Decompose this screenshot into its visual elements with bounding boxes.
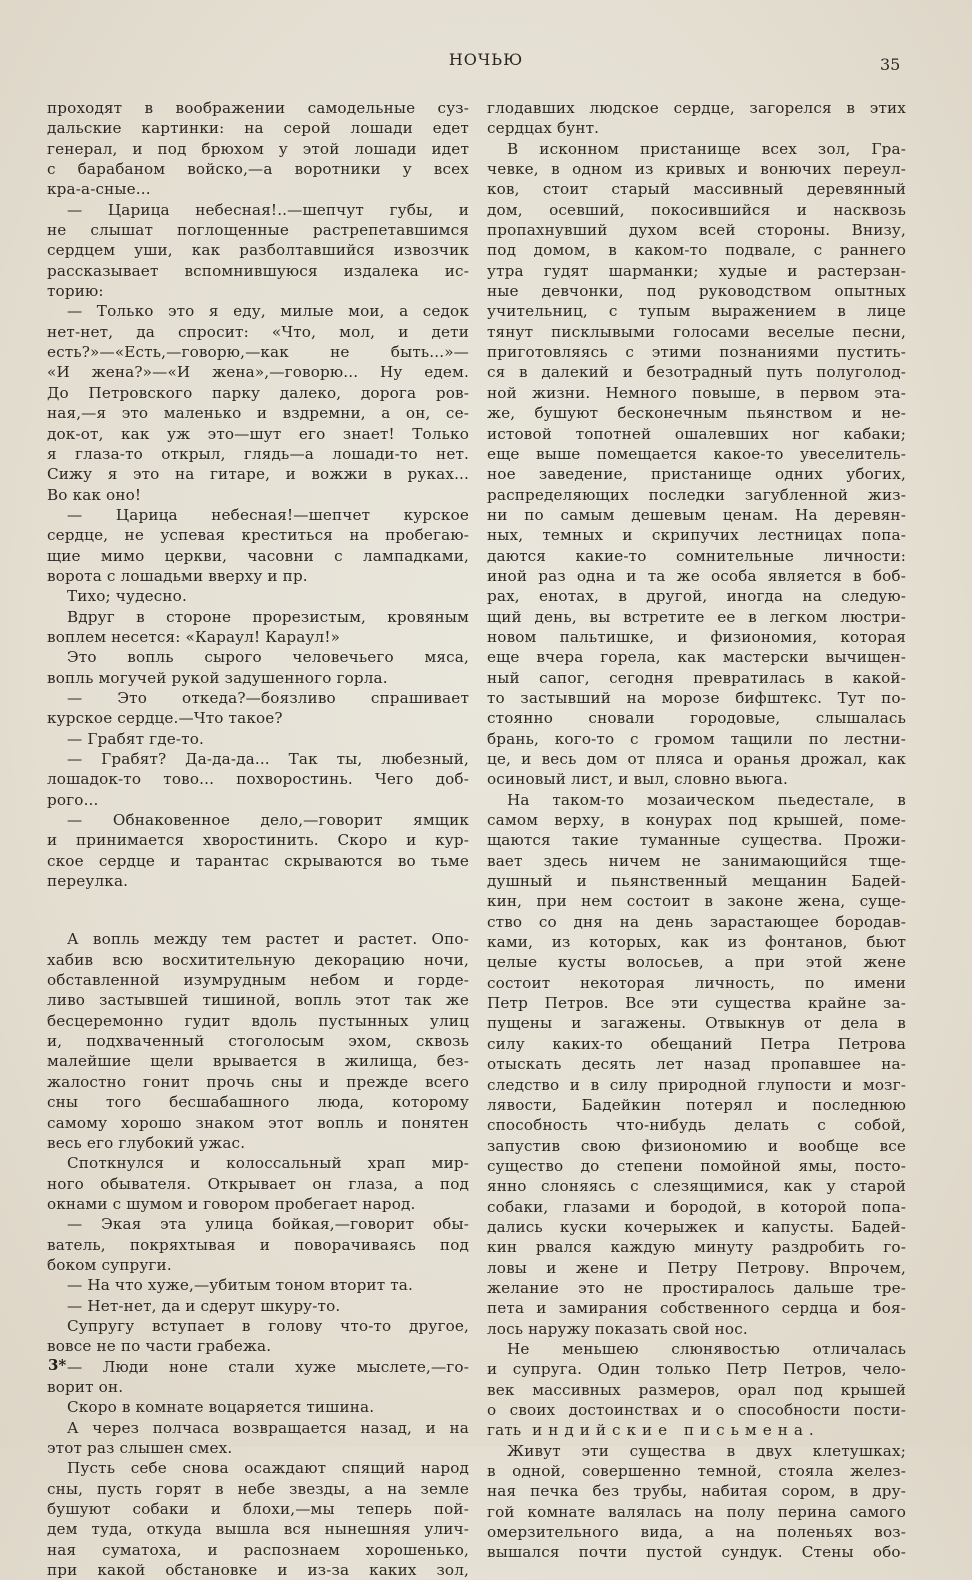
text-line: век массивных размеров, орал под крышей	[487, 1380, 906, 1399]
text-line: ные девчонки, под руководством опытных	[487, 282, 906, 301]
text-line: Супругу вступает в голову что-то другое,	[67, 1316, 469, 1335]
text-line: Пусть себе снова осаждают спящий народ	[67, 1459, 469, 1478]
text-line: сердцем уши, как разболтавшийся извозчик	[47, 241, 469, 260]
text-line: душный и пьянственный мещанин Бадей-	[487, 872, 906, 891]
text-line: — Грабят? Да-да-да... Так ты, любезный,	[67, 750, 469, 768]
text-line: самому хорошо знаком этот вопль и понятен	[47, 1113, 469, 1132]
text-line: я глаза-то открыл, глядь—а лошади-то нет.	[47, 444, 469, 463]
text-line: глодавших людское сердце, загорелся в этих	[487, 99, 906, 117]
text-line: целые кусты волосьев, а при этой жене	[487, 953, 906, 972]
text-line: рассказывает вспомнившуюся издалека ис-	[47, 261, 469, 280]
text-line: Это вопль сырого человечьего мяса,	[67, 648, 469, 667]
text-line: ного обывателя. Открывает он глаза, а под	[47, 1174, 469, 1193]
text-line: самом верху, в конурах под крышей, поме-	[487, 811, 906, 830]
text-line: окнами с шумом и говором пробегает народ.	[47, 1194, 416, 1213]
text-line: В исконном пристанище всех зол, Гра-	[507, 139, 906, 158]
text-line: вовсе не по части грабежа.	[47, 1337, 272, 1356]
text-line: сердце, не успевая креститься на пробегаю-	[47, 526, 469, 545]
text-line: — Царица небесная!—шепчет курское	[67, 505, 469, 524]
text-line: — Люди ноне стали хуже мыслете,—го-	[67, 1357, 469, 1376]
text-line: дем туда, откуда вышла вся нынешняя улич-	[47, 1520, 469, 1539]
text-line: иной раз одна и та же особа является в боб-	[487, 566, 906, 585]
text-line: щие мимо церкви, часовни с лампадками,	[47, 546, 469, 565]
text-line: распределяющих последки загубленной жиз-	[487, 485, 906, 504]
text-line: в одной, совершенно темной, стояла желез-	[487, 1462, 906, 1481]
text-line: рого...	[47, 790, 99, 809]
text-line: — Грабят где-то.	[67, 729, 205, 748]
text-line: желание это не простиралось дальше тре-	[487, 1278, 906, 1297]
text-line: воплем несется: «Караул! Караул!»	[47, 627, 341, 646]
text-line: силу каких-то обещаний Петра Петрова	[487, 1034, 906, 1053]
text-line: лошадок-то тово... похворостинь. Чего доб-	[47, 770, 469, 789]
text-line: Скоро в комнате воцаряется тишина.	[67, 1398, 375, 1417]
text-line: существо до степени помойной ямы, посто-	[487, 1156, 906, 1175]
text-line: щаются такие туманные существа. Прожи-	[487, 831, 906, 850]
left-text-column	[47, 98, 469, 1580]
text-line: жалостно гонит прочь сны и прежде всего	[47, 1072, 469, 1091]
text-line: ных, темных и скрипучих лестницах попа-	[487, 526, 906, 545]
text-line: проходят в воображении самодельные суз-	[47, 99, 469, 117]
text-line: ское сердце и тарантас скрываются во тьме	[47, 851, 469, 870]
text-line: и, подхваченный стоголосым эхом, сквозь	[47, 1032, 469, 1051]
text-line: лось наружу показать свой нос.	[487, 1319, 748, 1338]
text-line: Вдруг в стороне прорезистым, кровяным	[67, 607, 469, 626]
text-line: Живут эти существа в двух клетушках;	[507, 1441, 906, 1460]
text-line: пропахнувший духом всей стороны. Внизу,	[487, 221, 906, 240]
text-line: о своих достоинствах и о способности пости-	[487, 1401, 906, 1419]
text-line: ная печка без трубы, набитая сором, в дру-	[487, 1482, 906, 1501]
text-line: Споткнулся и колоссальный храп мир-	[67, 1154, 469, 1173]
text-line: це, и весь дом от пляса и оранья дрожал, как	[487, 750, 906, 768]
text-line: тянут писклывыми голосами веселые песни,	[487, 322, 906, 341]
text-line: учительниц, с тупым выражением в лице	[487, 302, 906, 321]
section-break	[47, 891, 469, 929]
text-line: ная суматоха, и распознаем хорошенько,	[47, 1540, 469, 1559]
text-line: А через полчаса возвращается назад, и на	[67, 1418, 469, 1437]
text-line: малейшие щели врывается в жилища, без-	[47, 1052, 469, 1071]
text-line: сны, пусть горят в небе звезды, а на земле	[47, 1479, 469, 1498]
signature-mark: 3*	[48, 1356, 67, 1374]
text-line: следство и в силу природной глупости и мозг-	[487, 1075, 906, 1094]
text-line: собаки, глазами и бородой, в которой попа-	[487, 1197, 906, 1216]
running-title: НОЧЬЮ	[448, 50, 524, 69]
text-line: пущены и загажены. Отвыкнув от дела в	[487, 1014, 906, 1033]
text-line: генерал, и под брюхом у этой лошади идет	[47, 139, 469, 158]
text-line: ный сапог, сегодня превратилась в какой-	[487, 668, 906, 687]
text-line: Петр Петров. Все эти существа крайне за-	[487, 994, 906, 1013]
text-line: отыскать десять лет назад пропавшее на-	[487, 1055, 906, 1074]
text-line: — Это откеда?—боязливо спрашивает	[67, 688, 469, 707]
text-line: ная,—я это маленько и вздремни, а он, се-	[47, 404, 469, 423]
text-line: то застывший на морозе бифштекс. Тут по-	[487, 688, 906, 707]
text-line: гать индийские письмена.	[487, 1421, 820, 1440]
text-line: еще вчера горела, как мастерски вычищен-	[487, 648, 906, 667]
text-line: Тихо; чудесно.	[67, 587, 187, 606]
text-line: под домом, в каком-то подвале, с раннего	[487, 241, 906, 260]
text-line: сердцах бунт.	[487, 119, 600, 138]
text-line: способность что-нибудь делать с собой,	[487, 1116, 906, 1135]
text-line: А вопль между тем растет и растет. Опо-	[67, 930, 469, 949]
text-line: кра-а-сные...	[47, 180, 151, 199]
text-line: весь его глубокий ужас.	[47, 1133, 246, 1152]
right-text-column	[487, 98, 906, 1563]
text-line: лявости, Бадейкин потерял и последнюю	[487, 1095, 906, 1114]
text-line: вышался почти пустой сундук. Стены обо-	[487, 1543, 906, 1562]
text-line: приготовляясь с этими познаниями пустить-	[487, 343, 906, 362]
text-line: кин рвался каждую минуту раздробить го-	[487, 1238, 906, 1257]
text-line: ся в далекий и безотрадный путь полуголод-	[487, 363, 906, 382]
text-line: состоит некоторая личность, по имени	[487, 973, 906, 992]
text-line: ной жизни. Немного повыше, в первом эта-	[487, 383, 906, 402]
page-number: 35	[880, 55, 901, 74]
text-line: — Царица небесная!..—шепчут губы, и	[67, 200, 469, 219]
text-line: и супруга. Один только Петр Петров, чело-	[487, 1360, 906, 1379]
text-line: янно слоняясь с слезящимися, как у старой	[487, 1177, 906, 1196]
text-line: — Только это я еду, милые мои, а седок	[67, 302, 469, 321]
text-line: кин, при нем состоит в законе жена, суще-	[487, 892, 906, 911]
text-line: дом, осевший, покосившийся и насквозь	[487, 200, 906, 219]
spaced-emphasis: индийские письмена.	[521, 1421, 820, 1440]
text-line: при какой обстановке и из-за каких зол,	[47, 1561, 469, 1580]
text-line: Не меньшею слюнявостью отличалась	[507, 1339, 906, 1358]
text-line: ство со дня на день зарастающее бородав-	[487, 912, 906, 931]
text-line: — Обнаковенное дело,—говорит ямщик	[67, 811, 469, 830]
text-line: этот раз слышен смех.	[47, 1439, 233, 1457]
text-line: боком супруги.	[47, 1255, 172, 1274]
text-line: — Экая эта улица бойкая,—говорит обы-	[67, 1215, 469, 1234]
text-line: ное заведение, пристанище одних убогих,	[487, 465, 906, 484]
text-line: ворота с лошадьми вверху и пр.	[47, 566, 308, 585]
text-line: док-от, как уж это—шут его знает! Только	[47, 424, 469, 443]
text-line: бесцеремонно гудит вдоль пустынных улиц	[47, 1011, 469, 1030]
text-line: — На что хуже,—убитым тоном вторит та.	[67, 1276, 413, 1295]
text-line: даются какие-то сомнительные личности:	[487, 546, 906, 565]
text-line: есть?»—«Есть,—говорю,—как не быть...»—	[47, 343, 469, 362]
text-line: щий день, вы встретите ее в легком люстри-	[487, 607, 906, 626]
text-line: рах, енотах, в другой, иногда на следую-	[487, 587, 906, 606]
text-line: не слышат поглощенные растрепетавшимся	[47, 221, 469, 240]
text-line: переулка.	[47, 872, 129, 891]
text-line: осиновый лист, и выл, словно вьюга.	[487, 770, 788, 789]
text-line: утра гудят шарманки; худые и растерзан-	[487, 261, 906, 280]
text-line: — Нет-нет, да и сдерут шкуру-то.	[67, 1296, 341, 1315]
text-line: чевке, в одном из кривых и вонючих переул-	[487, 160, 906, 179]
text-line: истовой топотней ошалевших ног кабаки;	[487, 424, 906, 443]
text-line: ков, стоит старый массивный деревянный	[487, 180, 906, 199]
text-line: дались куски кочерыжек и капусты. Бадей-	[487, 1217, 906, 1236]
text-line: пета и замирания собственного сердца и боя-	[487, 1299, 906, 1318]
text-line: ворит он.	[47, 1377, 124, 1396]
text-line: ни по самым дешевым ценам. На деревян-	[487, 505, 906, 524]
text-line: омерзительного вида, а на поленьях воз-	[487, 1523, 906, 1542]
text-line: ливо застывшей тишиной, вопль этот так же	[47, 991, 469, 1010]
text-line: курское сердце.—Что такое?	[47, 709, 283, 728]
text-line: еще выше помещается какое-то увеселитель-	[487, 444, 906, 463]
text-line: же, бушуют бесконечным пьянством и не-	[487, 404, 906, 423]
text-line: гой комнате валялась на полу перина самого	[487, 1502, 906, 1521]
text-line: бушуют собаки и блохи,—мы теперь пой-	[47, 1500, 469, 1519]
text-line: Во как оно!	[47, 485, 142, 504]
text-line: ватель, покряхтывая и поворачиваясь под	[47, 1235, 469, 1254]
text-line: «И жена?»—«И жена»,—говорю... Ну едем.	[47, 363, 469, 382]
text-line: нет-нет, да спросит: «Что, мол, и дети	[47, 322, 469, 341]
text-line: сны того бесшабашного люда, которому	[47, 1093, 469, 1112]
text-line: На таком-то мозаическом пьедестале, в	[507, 790, 906, 809]
text-line: запустив свою физиономию и вообще все	[487, 1136, 906, 1155]
text-line: ками, из которых, как из фонтанов, бьют	[487, 933, 906, 952]
text-line: До Петровского парку далеко, дорога ров-	[47, 383, 469, 402]
text-line: хабив всю восхитительную декорацию ночи,	[47, 950, 469, 969]
text-line: с барабаном войско,—а воротники у всех	[47, 160, 469, 179]
text-line: стоянно сновали городовые, слышалась	[487, 709, 906, 728]
text-line: вает здесь ничем не занимающийся тще-	[487, 851, 906, 870]
text-line: Сижу я это на гитаре, и вожжи в руках...	[47, 465, 469, 484]
text-line: новом пальтишке, и физиономия, которая	[487, 627, 906, 646]
text-line: обставленной изумрудным небом и горде-	[47, 971, 469, 990]
text-line: дальские картинки: на серой лошади едет	[47, 119, 469, 138]
text-line: торию:	[47, 282, 104, 301]
text-line: вопль могучей рукой задушенного горла.	[47, 668, 388, 687]
text-line: и принимается хворостинить. Скоро и кур-	[47, 831, 469, 850]
text-line: ловы и жене и Петру Петрову. Впрочем,	[487, 1258, 906, 1277]
text-line: брань, кого-то с громом тащили по лестни-	[487, 729, 906, 748]
